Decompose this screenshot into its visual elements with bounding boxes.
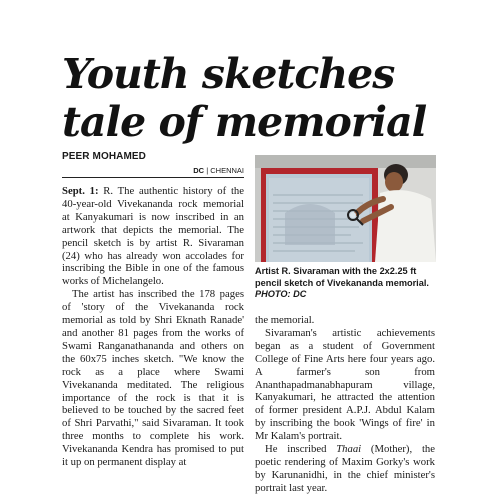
artist-with-sketch-photo (255, 155, 436, 262)
dateline-source: DC (193, 166, 205, 175)
article-paragraph-2 (62, 288, 244, 469)
caption-text: Artist R. Sivaraman with the 2x2.25 ft pencil sketch of Vivekananda memorial. (255, 266, 429, 288)
article-paragraph-3 (255, 327, 435, 443)
dateline-city: CHENNAI (210, 166, 244, 175)
paragraph-4-text-end: (Mother), the poetic rendering of Maxim Gorky's work by Karunanidhi, in the chief minister's portrait last year. (255, 443, 435, 494)
photo-caption (255, 266, 436, 301)
dateline-lead: Sept. 1: (62, 185, 99, 197)
dateline (184, 166, 244, 175)
photo-credit: PHOTO: DC (255, 289, 307, 299)
paragraph-2-continued-text: the memorial. (255, 314, 315, 326)
book-title-thaai: Thaai (336, 443, 362, 456)
headline-line-1: Youth sketches (62, 50, 395, 98)
paragraph-3-text: Sivaraman's artistic achievements began as a student of Government College of Fine Arts here four years ago. A farmer's son from Ananthapadmanabhapuram village, Kanyakumari, he attracted the attention of former president A.P.J. Abdul Kalam by inscribing the book 'Wings of fire' in Mr Kalam's portrait. (255, 326, 435, 443)
byline-rule (62, 177, 244, 178)
headline-line-2: tale of memorial (62, 98, 427, 146)
byline: PEER MOHAMED (62, 151, 146, 162)
article-photo (255, 155, 436, 262)
article-paragraph-4 (255, 443, 435, 495)
headline (62, 50, 482, 146)
paragraph-4-text-start: He inscribed (265, 443, 337, 456)
paragraph-2-text: The artist has inscribed the 178 pages of 'story of the Vivekananda rock memorial as told by Shri Eknath Ranade' and another 81 pages from the works of Swami Ranganathananda and others on the 60x75 inches sketch. "We know the rock as a place where Swami Vivekananda meditated. The religious importance of the rock is that it is believed to be touched by the sacred feet of Shri Parvathi," said Sivaraman. It took three months to complete his work. Vivekananda Kendra has promised to put it up on permanent display at (62, 288, 244, 469)
article-paragraph-1 (62, 185, 244, 288)
article-column-1 (62, 185, 244, 469)
dateline-divider: | (204, 166, 211, 175)
paragraph-1-text: R. The authentic history of the 40-year-old Vivekananda rock memorial at Kanyakumari is now inscribed in an artwork that depicts the memorial. The pencil sketch is by artist R. Sivaraman (24) who has already won accolades for inscribing the Bible in one of the famous works of Michelangelo. (62, 185, 245, 288)
article-paragraph-2-continued (255, 314, 435, 327)
article-column-2 (255, 314, 435, 495)
